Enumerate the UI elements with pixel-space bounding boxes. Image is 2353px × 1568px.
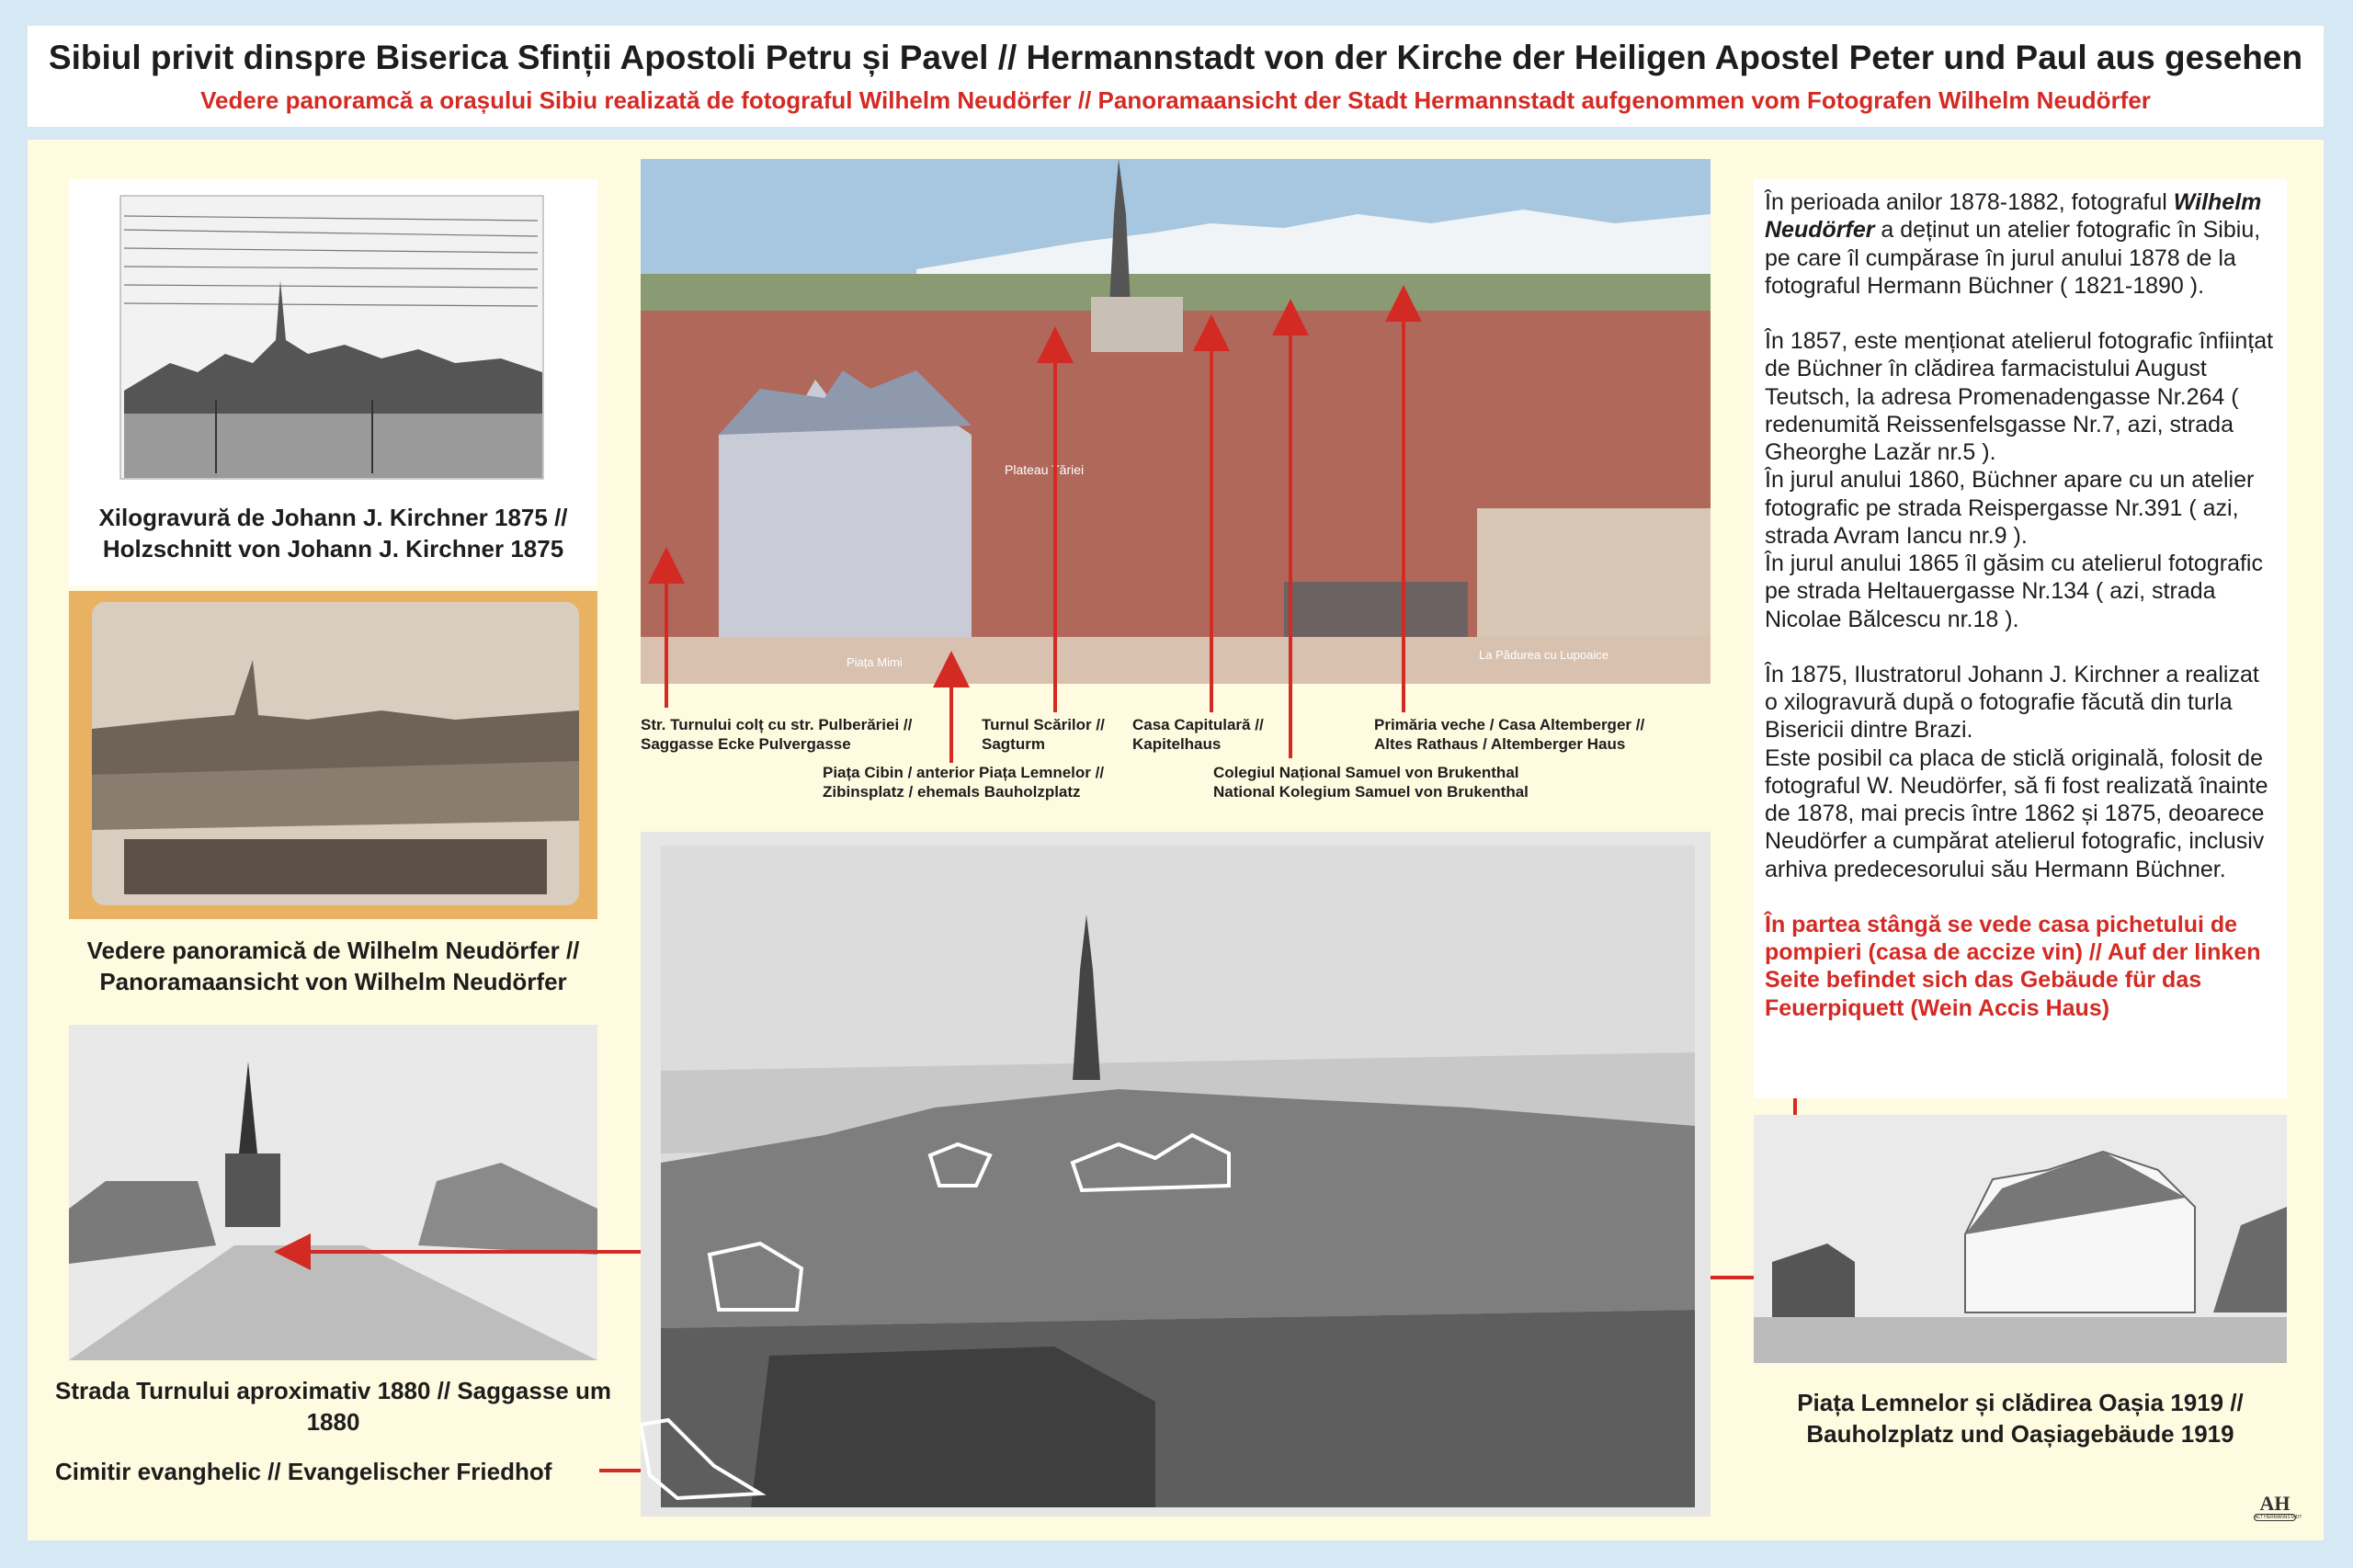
logo-mark: AH xyxy=(2259,1492,2290,1515)
label-saggasse-ro: Str. Turnului colț cu str. Pulberăriei // xyxy=(641,716,913,733)
p5-text: În 1875, Ilustratorul Johann J. Kirchner a realizat o xilogravură după o fotografie făcută din turla Bisericii dintre Brazi. xyxy=(1765,661,2259,744)
street-image xyxy=(69,1025,597,1360)
logo-sub: ALT HERMANNSTADT xyxy=(2255,1515,2302,1520)
woodcut-caption: Xilogravură de Johann J. Kirchner 1875 // Holzschnitt von Johann J. Kirchner 1875 xyxy=(98,504,568,562)
logo xyxy=(2254,1492,2302,1521)
map-pin-label-2: La Pădurea cu Lupoaice xyxy=(1479,648,1608,662)
label-turnul-scarilor-de: Sagturm xyxy=(982,735,1045,754)
p1-after: a deținut un atelier fotografic în Sibiu, pe care îl cumpărase în jurul anului 1878 de la fotograful Hermann Büchner ( 1821-1890 ). xyxy=(1765,217,2261,299)
label-turnul-scarilor xyxy=(982,715,1105,755)
history-paragraph-1 xyxy=(1765,188,2276,300)
p2-text: În 1857, este menționat atelierul fotografic înființat de Büchner în clădirea farmacistului August Teutsch, la adresa Promenadengasse Nr.264 ( redenumită Reissenfelsgasse Nr.7, azi, strada Gheorghe Lazăr nr.5 ). xyxy=(1765,328,2274,465)
label-colegiul xyxy=(1213,763,1529,802)
panorama-caption: Vedere panoramică de Wilhelm Neudörfer // Panoramaansicht von Wilhelm Neudörfer xyxy=(86,937,580,995)
panorama-sepia-image xyxy=(69,591,597,919)
woodcut-card xyxy=(69,179,597,586)
street-caption: Strada Turnului aproximativ 1880 // Saggasse um 1880 xyxy=(55,1377,611,1436)
p3-text: În jurul anului 1860, Büchner apare cu un atelier fotografic pe strada Reispergasse Nr.391 ( azi, strada Avram Iancu nr.9 ). xyxy=(1765,467,2255,549)
color-panorama xyxy=(641,159,1711,684)
label-saggasse xyxy=(641,715,912,755)
red-note: În partea stângă se vede casa pichetului de pompieri (casa de accize vin) // Auf der linken Seite befindet sich das Gebäude für das Feuerpiquett (Wein Accis Haus) xyxy=(1765,911,2261,1021)
plaza-map-label: Plateau Tăriei xyxy=(1005,462,1085,477)
label-casa-capitulara-de: Kapitelhaus xyxy=(1132,735,1222,754)
label-casa-capitulara xyxy=(1132,715,1264,755)
oasia-image xyxy=(1754,1115,2287,1363)
label-casa-capitulara-ro: Casa Capitulară // xyxy=(1132,716,1264,733)
color-panorama-image xyxy=(641,159,1711,684)
label-piata-cibin-ro: Piața Cibin / anterior Piața Lemnelor // xyxy=(823,764,1105,781)
map-pin-label-1: Piața Mimi xyxy=(847,655,903,669)
neudorfer-photo xyxy=(69,591,597,919)
oasia-caption: Piața Lemnelor și clădirea Oașia 1919 // Bauholzplatz und Oașiagebäude 1919 xyxy=(1797,1389,2244,1448)
label-piata-cibin-de: Zibinsplatz / ehemals Bauholzplatz xyxy=(823,783,1081,801)
history-paragraph-5 xyxy=(1765,661,2276,744)
bw-panorama xyxy=(641,832,1711,1517)
history-paragraph-4 xyxy=(1765,550,2276,633)
label-colegiul-de: National Kolegium Samuel von Brukenthal xyxy=(1213,783,1529,801)
label-turnul-scarilor-ro: Turnul Scărilor // xyxy=(982,716,1105,733)
photographer-name: Wilhelm Neudörfer xyxy=(1765,189,2262,244)
label-primaria-de: Altes Rathaus / Altemberger Haus xyxy=(1374,735,1626,754)
page-subtitle: Vedere panoramcă a orașului Sibiu realizată de fotograful Wilhelm Neudörfer // Panoramaansicht der Stadt Hermannstadt aufgenommen vom Fotografen Wilhelm Neudörfer xyxy=(200,86,2151,114)
cemetery-caption: Cimitir evanghelic // Evangelischer Friedhof xyxy=(55,1458,552,1485)
label-primaria-ro: Primăria veche / Casa Altemberger // xyxy=(1374,716,1645,733)
header xyxy=(28,26,2324,127)
history-paragraph-6 xyxy=(1765,744,2276,883)
label-colegiul-ro: Colegiul Național Samuel von Brukenthal xyxy=(1213,764,1519,781)
oasia-photo xyxy=(1754,1115,2287,1363)
history-paragraph-2 xyxy=(1765,327,2276,466)
label-primaria xyxy=(1374,715,1644,755)
page-title: Sibiul privit dinspre Biserica Sfinții Apostoli Petru și Pavel // Hermannstadt von der Kirche der Heiligen Apostel Peter und Paul aus gesehen xyxy=(48,39,2303,76)
p6-text: Este posibil ca placa de sticlă originală, folosit de fotograful W. Neudörfer, să fi fost realizată înainte de 1878, mai precis între 1862 și 1875, deoarece Neudörfer a cumpărat atelierul fotografic, inclusiv arhiva predecesorului său Hermann Büchner. xyxy=(1765,744,2268,882)
woodcut-image xyxy=(69,179,597,510)
street-photo xyxy=(69,1025,597,1360)
history-paragraph-3 xyxy=(1765,466,2276,550)
label-piata-cibin xyxy=(823,763,1104,802)
p4-text: În jurul anului 1865 îl găsim cu atelierul fotografic pe strada Heltauergasse Nr.134 ( azi, strada Nicolae Bălcescu nr.18 ). xyxy=(1765,551,2263,632)
history-text xyxy=(1754,179,2287,1098)
bw-panorama-image xyxy=(641,832,1711,1517)
p1-before: În perioada anilor 1878-1882, fotograful xyxy=(1765,189,2174,215)
label-saggasse-de: Saggasse Ecke Pulvergasse xyxy=(641,735,851,754)
